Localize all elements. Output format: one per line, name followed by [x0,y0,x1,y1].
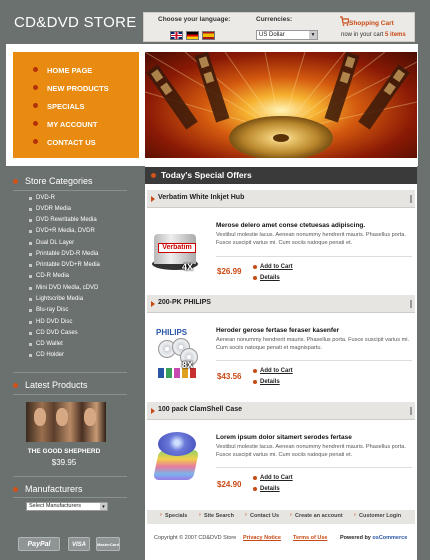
german-flag-icon[interactable] [186,31,199,40]
powered-by [340,535,407,541]
category-link[interactable]: DVDR Media [36,206,72,212]
offers-header [145,167,417,184]
speed-badge: 4X [182,262,194,272]
product-price: $24.90 [217,480,242,489]
cart-prefix: now in your cart [341,32,384,38]
product-headline: Heroder gerose fertase feraser kasenfer [216,327,340,334]
currency-select[interactable] [256,30,318,40]
divider [13,497,127,498]
bullet-icon [151,173,156,178]
currencies-label: Currencies: [256,16,293,23]
category-link[interactable]: CD-R Media [36,273,70,279]
face-shape [84,408,96,426]
product-image[interactable] [152,222,204,272]
nav-contact-us[interactable] [47,138,96,147]
mastercard-logo: MasterCard [96,537,120,551]
bullet-icon [33,139,38,144]
category-link[interactable]: Printable DVD+R Media [36,262,100,268]
face-shape [34,408,46,426]
bullet-icon [33,85,38,90]
shopping-cart-link[interactable]: Shopping Cart [349,20,394,27]
visa-logo: VISA [68,537,90,551]
copyright: Copyright © 2007 CD&DVD Store [154,535,237,541]
category-link[interactable]: Printable DVD-R Media [36,251,99,257]
bullet-icon [33,121,38,126]
footer-link-customer-login[interactable]: › Customer Login [359,513,401,519]
bullet-icon [13,179,18,184]
latest-products-title: Latest Products [25,380,88,390]
hero-illustration [145,52,417,158]
main-nav [13,52,139,158]
disc-case [174,368,180,378]
category-link[interactable]: CD Wallet [36,341,63,347]
product-description: Aenean nonummy hendrerit mauris. Phasellus porta. Fusce suscipit varius mi. Cum sociis natoque penati et magnispartu. [216,337,410,351]
footer-link-create-account[interactable]: › Create an account [295,513,343,519]
product-image[interactable] [154,328,204,384]
nav-label: MY ACCOUNT [47,120,98,129]
footer-links [147,510,415,524]
disc-case [158,368,164,378]
arrow-right-icon [151,301,155,307]
footer-link-specials[interactable]: › Specials [165,513,187,519]
product-title[interactable]: 100 pack ClamShell Case [158,406,243,413]
footer-link-contact-us[interactable]: › Contact Us [250,513,279,519]
divider-icon [410,300,412,308]
divider-icon [410,195,412,203]
hero-banner [145,52,417,158]
divider-icon [410,407,412,415]
latest-products-heading [14,380,88,390]
category-link[interactable]: DVD-R [36,195,55,201]
spanish-flag-icon[interactable] [202,31,215,40]
category-link[interactable]: CD Holder [36,352,65,358]
spindle-body [154,234,196,264]
logo[interactable] [0,0,140,42]
header-panel [143,12,415,42]
divider [216,256,412,257]
nav-home-page[interactable] [47,66,92,75]
category-link[interactable]: Blu-ray Disc [36,307,69,313]
nav-label: SPECIALS [47,102,85,111]
cart-count [341,32,406,38]
cart-items-count[interactable]: 5 items [385,32,406,38]
manufacturers-select-value: Select Manufacturers [29,503,81,509]
nav-label: CONTACT US [47,138,96,147]
details-link[interactable]: Details [260,379,280,385]
product-title[interactable]: Verbatim White Inkjet Hub [158,194,245,201]
add-to-cart-link[interactable]: Add to Cart [260,475,293,481]
divider [13,394,127,395]
privacy-notice-link[interactable]: Privacy Notice [243,535,281,541]
product-description: Vestibul molestie lacus. Aenean nonummy hendrerit mauris. Phasellus porta. Fusce suscipit varius mi. Cum sociis natoque penati et. [216,232,406,246]
currency-value: US Dollar [259,32,285,38]
latest-product-name[interactable]: THE GOOD SHEPHERD [27,448,101,455]
terms-of-use-link[interactable]: Terms of Use [293,535,328,541]
footer-link-site-search[interactable]: › Site Search [204,513,234,519]
case-top [158,432,196,456]
product-price: $43.56 [217,372,242,381]
add-to-cart-link[interactable]: Add to Cart [260,264,293,270]
chevron-down-icon: ▼ [101,504,106,509]
product-title-bar[interactable] [147,295,415,313]
category-link[interactable]: DVD Rewritable Media [36,217,97,223]
manufacturers-heading [14,484,83,494]
divider [13,372,127,373]
brand-label: PHILIPS [156,328,188,337]
chevron-down-icon: ▼ [310,32,316,38]
disc-case [166,368,172,378]
english-flag-icon[interactable] [170,31,183,40]
bullet-icon [33,67,38,72]
divider [216,467,412,468]
brand-label: Verbatim [158,243,196,253]
language-label: Choose your language: [158,16,231,23]
paypal-logo: PayPal [18,537,60,551]
face-shape [56,408,68,426]
nav-specials[interactable] [47,102,85,111]
powered-prefix: Powered by [340,535,371,541]
add-to-cart-link[interactable]: Add to Cart [260,368,293,374]
product-title[interactable]: 200-PK PHILIPS [158,299,211,306]
logo-text: CD&DVD STORE [14,14,137,31]
divider [216,360,412,361]
details-link[interactable]: Details [260,486,280,492]
store-categories-heading [14,176,93,186]
manufacturers-select[interactable] [26,502,108,511]
category-link[interactable]: Dual DL Layer [36,240,75,246]
nav-label: HOME PAGE [47,66,93,75]
speed-badge: 8X [182,360,194,370]
product-headline: Lorem ipsum dolor sitamert serodes fertase [216,434,352,441]
shopping-cart-icon[interactable] [340,16,349,26]
bullet-icon [33,103,38,108]
category-link[interactable]: CD DVD Cases [36,330,78,336]
oscommerce-link[interactable]: osCommerce [372,535,408,541]
product-headline: Merose delero amet conse ctetuesas adipiscing. [216,222,366,229]
product-image[interactable] [152,430,204,486]
category-link[interactable]: HD DVD Disc [36,319,73,325]
offers-title: Today's Special Offers [161,170,252,180]
product-price: $26.99 [217,267,242,276]
divider [13,190,127,191]
bullet-icon [13,383,18,388]
category-link[interactable]: Mini DVD Media, cDVD [36,285,99,291]
arrow-right-icon [151,408,155,414]
nav-my-account[interactable] [47,120,97,129]
category-link[interactable]: DVD+R Media, DVDR [36,228,95,234]
product-description: Vestibul molestie lacus. Aenean nonummy hendrerit mauris. Phasellus porta. Fusce suscipit varius mi. Cum sociis natoque penati et. [216,444,406,458]
arrow-right-icon [151,196,155,202]
latest-product-image[interactable] [26,402,106,442]
nav-new-products[interactable] [47,84,109,93]
divider [13,476,127,477]
category-link[interactable]: Lightscribe Media [36,296,84,302]
product-title-bar[interactable] [147,190,415,208]
product-title-bar[interactable] [147,402,415,420]
nav-label: NEW PRODUCTS [47,84,109,93]
details-link[interactable]: Details [260,275,280,281]
latest-product-price: $39.95 [51,458,77,467]
store-categories-title: Store Categories [25,176,93,186]
bullet-icon [13,487,18,492]
manufacturers-title: Manufacturers [25,484,83,494]
